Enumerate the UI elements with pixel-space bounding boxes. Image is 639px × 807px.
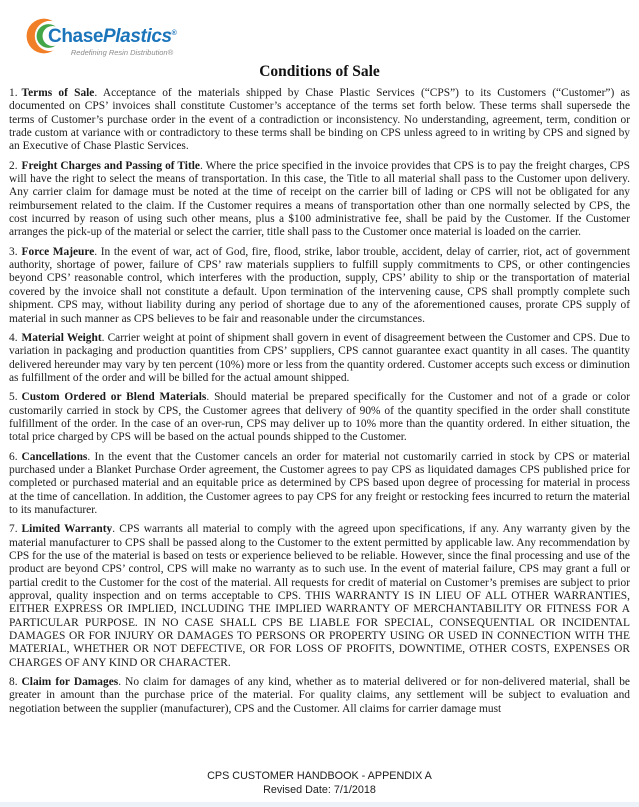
section-paragraph: [9, 87, 630, 154]
section-separator: .: [118, 676, 126, 689]
section-heading: Claim for Damages: [21, 676, 119, 689]
section-heading: Terms of Sale: [21, 87, 95, 99]
section-body: Acceptance of the materials shipped by Chase Plastic Services (“CPS”) to its Customers (“Customer”) as documented on CPS’ invoices shall constitute Customer’s acceptance of the terms set forth below. These terms shall supersede the terms of Customer’s purchase order in the event of a contradiction or inconsistency. No understanding, agreement, term, condition or trade custom at variance with or contradictory to these terms shall be binding on CPS unless agreed to in writing by CPS and signed by an Executive of Chase Plastic Services.: [9, 87, 630, 153]
section-heading: Material Weight: [21, 331, 102, 344]
section-number: 1.: [9, 87, 18, 99]
section-number: 8.: [9, 676, 18, 689]
section-number: 7.: [9, 523, 18, 536]
section-heading: Custom Ordered or Blend Materials: [21, 391, 207, 404]
section-body: CPS warrants all material to comply with the agreed upon specifications, if any. Any warranty given by the material manufacturer to CPS shall be passed along to the Customer to the extent permitted by applicable law. Any recommendation by CPS for the use of the material is based on tests or experience believed to be reliable. However, since the final processing and use of the product are beyond CPS’ control, CPS will make no warranty as to such use. In the event of material failure, CPS may grant a full or partial credit to the Customer for the cost of the material. All requests for credit of material on Customer’s premises are subject to prior approval, quality inspection and on terms acceptable to CPS. THIS WARRANTY IS IN LIEU OF ALL OTHER WARRANTIES, EITHER EXPRESS OR IMPLIED, INCLUDING THE IMPLIED WARRANTY OF MERCHANTABILITY OR FITNESS FOR A PARTICULAR PURPOSE. IN NO CASE SHALL CPS BE LIABLE FOR SPECIAL, CONSEQUENTIAL OR INCIDENTAL DAMAGES OR FOR INJURY OR DAMAGES TO PERSONS OR PROPERTY USING OR USED IN CONNECTION WITH THE MATERIAL, WHETHER OR NOT DEFECTIVE, OR FOR LOSS OF PROFITS, DOWNTIME, OTHER COSTS, EXPENSES OR CHARGES OF ANY KIND OR CHARACTER.: [9, 523, 631, 669]
section-paragraph: [9, 332, 630, 385]
sections-container: [9, 87, 630, 722]
page-title: Conditions of Sale: [259, 63, 380, 80]
section-body: In the event that the Customer cancels an order for material not customarily carried in stock by CPS or material purchased under a Blanket Purchase Order agreement, the Customer agrees to pay CPS as liquidated damages CPS published price for completed or purchased material and an equitable price as determined by CPS based upon degree of processing for material in process at the time of cancellation. In addition, the Customer agrees to pay CPS for any freight or restocking fees incurred to return the material to its manufacturer.: [9, 450, 630, 516]
brand-wordmark: [48, 23, 176, 47]
section-body: In the event of war, act of God, fire, flood, strike, labor trouble, accident, delay of carrier, riot, act of government authority, shortage of power, failure of CPS’ raw materials suppliers to fulfill supply commitments to CPS, or other contingencies beyond CPS’ reasonable control, which interferes with the production, supply, CPS’ ability to ship or the transportation of material covered by the invoice shall not constitute a default. Upon termination of the intervening cause, CPS shall promptly complete such shipment. CPS may, without liability during any period of shortage due to any of the aforementioned causes, prorate CPS supply of material in such manner as CPS believes to be fair and reasonable under the circumstances.: [9, 245, 631, 325]
section-number: 4.: [9, 331, 18, 344]
section-separator: .: [87, 450, 95, 463]
section-separator: .: [112, 523, 120, 536]
section-number: 6.: [9, 450, 18, 463]
section-paragraph: [9, 160, 630, 240]
section-heading: Limited Warranty: [21, 523, 113, 536]
registered-trademark-mark: ®: [171, 30, 177, 37]
section-separator: .: [199, 159, 206, 172]
bottom-edge-strip: [0, 802, 639, 807]
page-footer: [0, 770, 639, 797]
section-body: Where the price specified in the invoice provides that CPS is to pay the freight charges, CPS will have the right to select the means of transportation. In this case, the Title to all material shall pass to the Customer upon delivery. Any carrier claim for damage must be noted at the time of receipt on the carrier bill of lading or CPS will not be obligated for any reimbursement related to the claim. If the Customer requires a means of transportation other than one normally selected by CPS, the cost incurred by reason of using such other means, plus a $100 administrative fee, shall be paid by the Customer. If the Customer arranges the pick-up of the material or select the carrier, title shall pass to the Customer once material is loaded on the carrier.: [9, 159, 630, 239]
section-paragraph: [9, 391, 630, 444]
brand-tagline: Redefining Resin Distribution®: [70, 48, 174, 57]
section-number: 5.: [9, 391, 18, 404]
section-paragraph: [9, 676, 630, 716]
section-body: Should material be prepared specifically for the Customer and not of a grade or color customarily carried in stock by CPS, the Customer agrees that delivery of 90% of the quantity specified in the order shall constitute fulfillment of the order. In the case of an over-run, CPS may deliver up to 10% more than the quantity ordered. In either situation, the total price charged by CPS will be based on the actual pounds shipped to the Customer.: [9, 391, 631, 444]
section-number: 2.: [9, 159, 18, 172]
section-separator: .: [206, 391, 215, 404]
section-heading: Freight Charges and Passing of Title: [21, 159, 200, 172]
section-paragraph: [9, 523, 630, 670]
footer-handbook-label: CPS CUSTOMER HANDBOOK - APPENDIX A: [207, 770, 432, 782]
section-separator: .: [94, 245, 101, 258]
section-body: Carrier weight at point of shipment shall govern in event of disagreement between the Customer and CPS. Due to variation in packaging and production quantities from CPS’ suppliers, CPS cannot guarantee exact quantity in all cases. The quantity delivered hereunder may vary by ten percent (10%) more or less from the quantity ordered. Customer accepts such excess or diminution as fulfillment of the order and will be billed for the actual amount shipped.: [9, 331, 630, 384]
section-body: No claim for damages of any kind, whether as to material delivered or for non-delivered material, shall be greater in amount than the purchase price of the material. For quality claims, any settlement will be subject to evaluation and negotiation between the supplier (manufacturer), CPS and the Customer. All claims for carrier damage must: [9, 676, 630, 715]
chase-plastics-logo: [18, 10, 218, 64]
section-separator: .: [94, 87, 103, 99]
brand-plastics: Plastics: [103, 26, 172, 47]
section-heading: Force Majeure: [21, 245, 95, 258]
section-separator: .: [101, 331, 108, 344]
brand-chase: Chase: [48, 26, 104, 47]
section-number: 3.: [9, 245, 18, 258]
section-heading: Cancellations: [21, 450, 88, 463]
section-paragraph: [9, 246, 630, 326]
section-paragraph: [9, 451, 630, 518]
footer-revised-date: Revised Date: 7/1/2018: [263, 783, 376, 796]
